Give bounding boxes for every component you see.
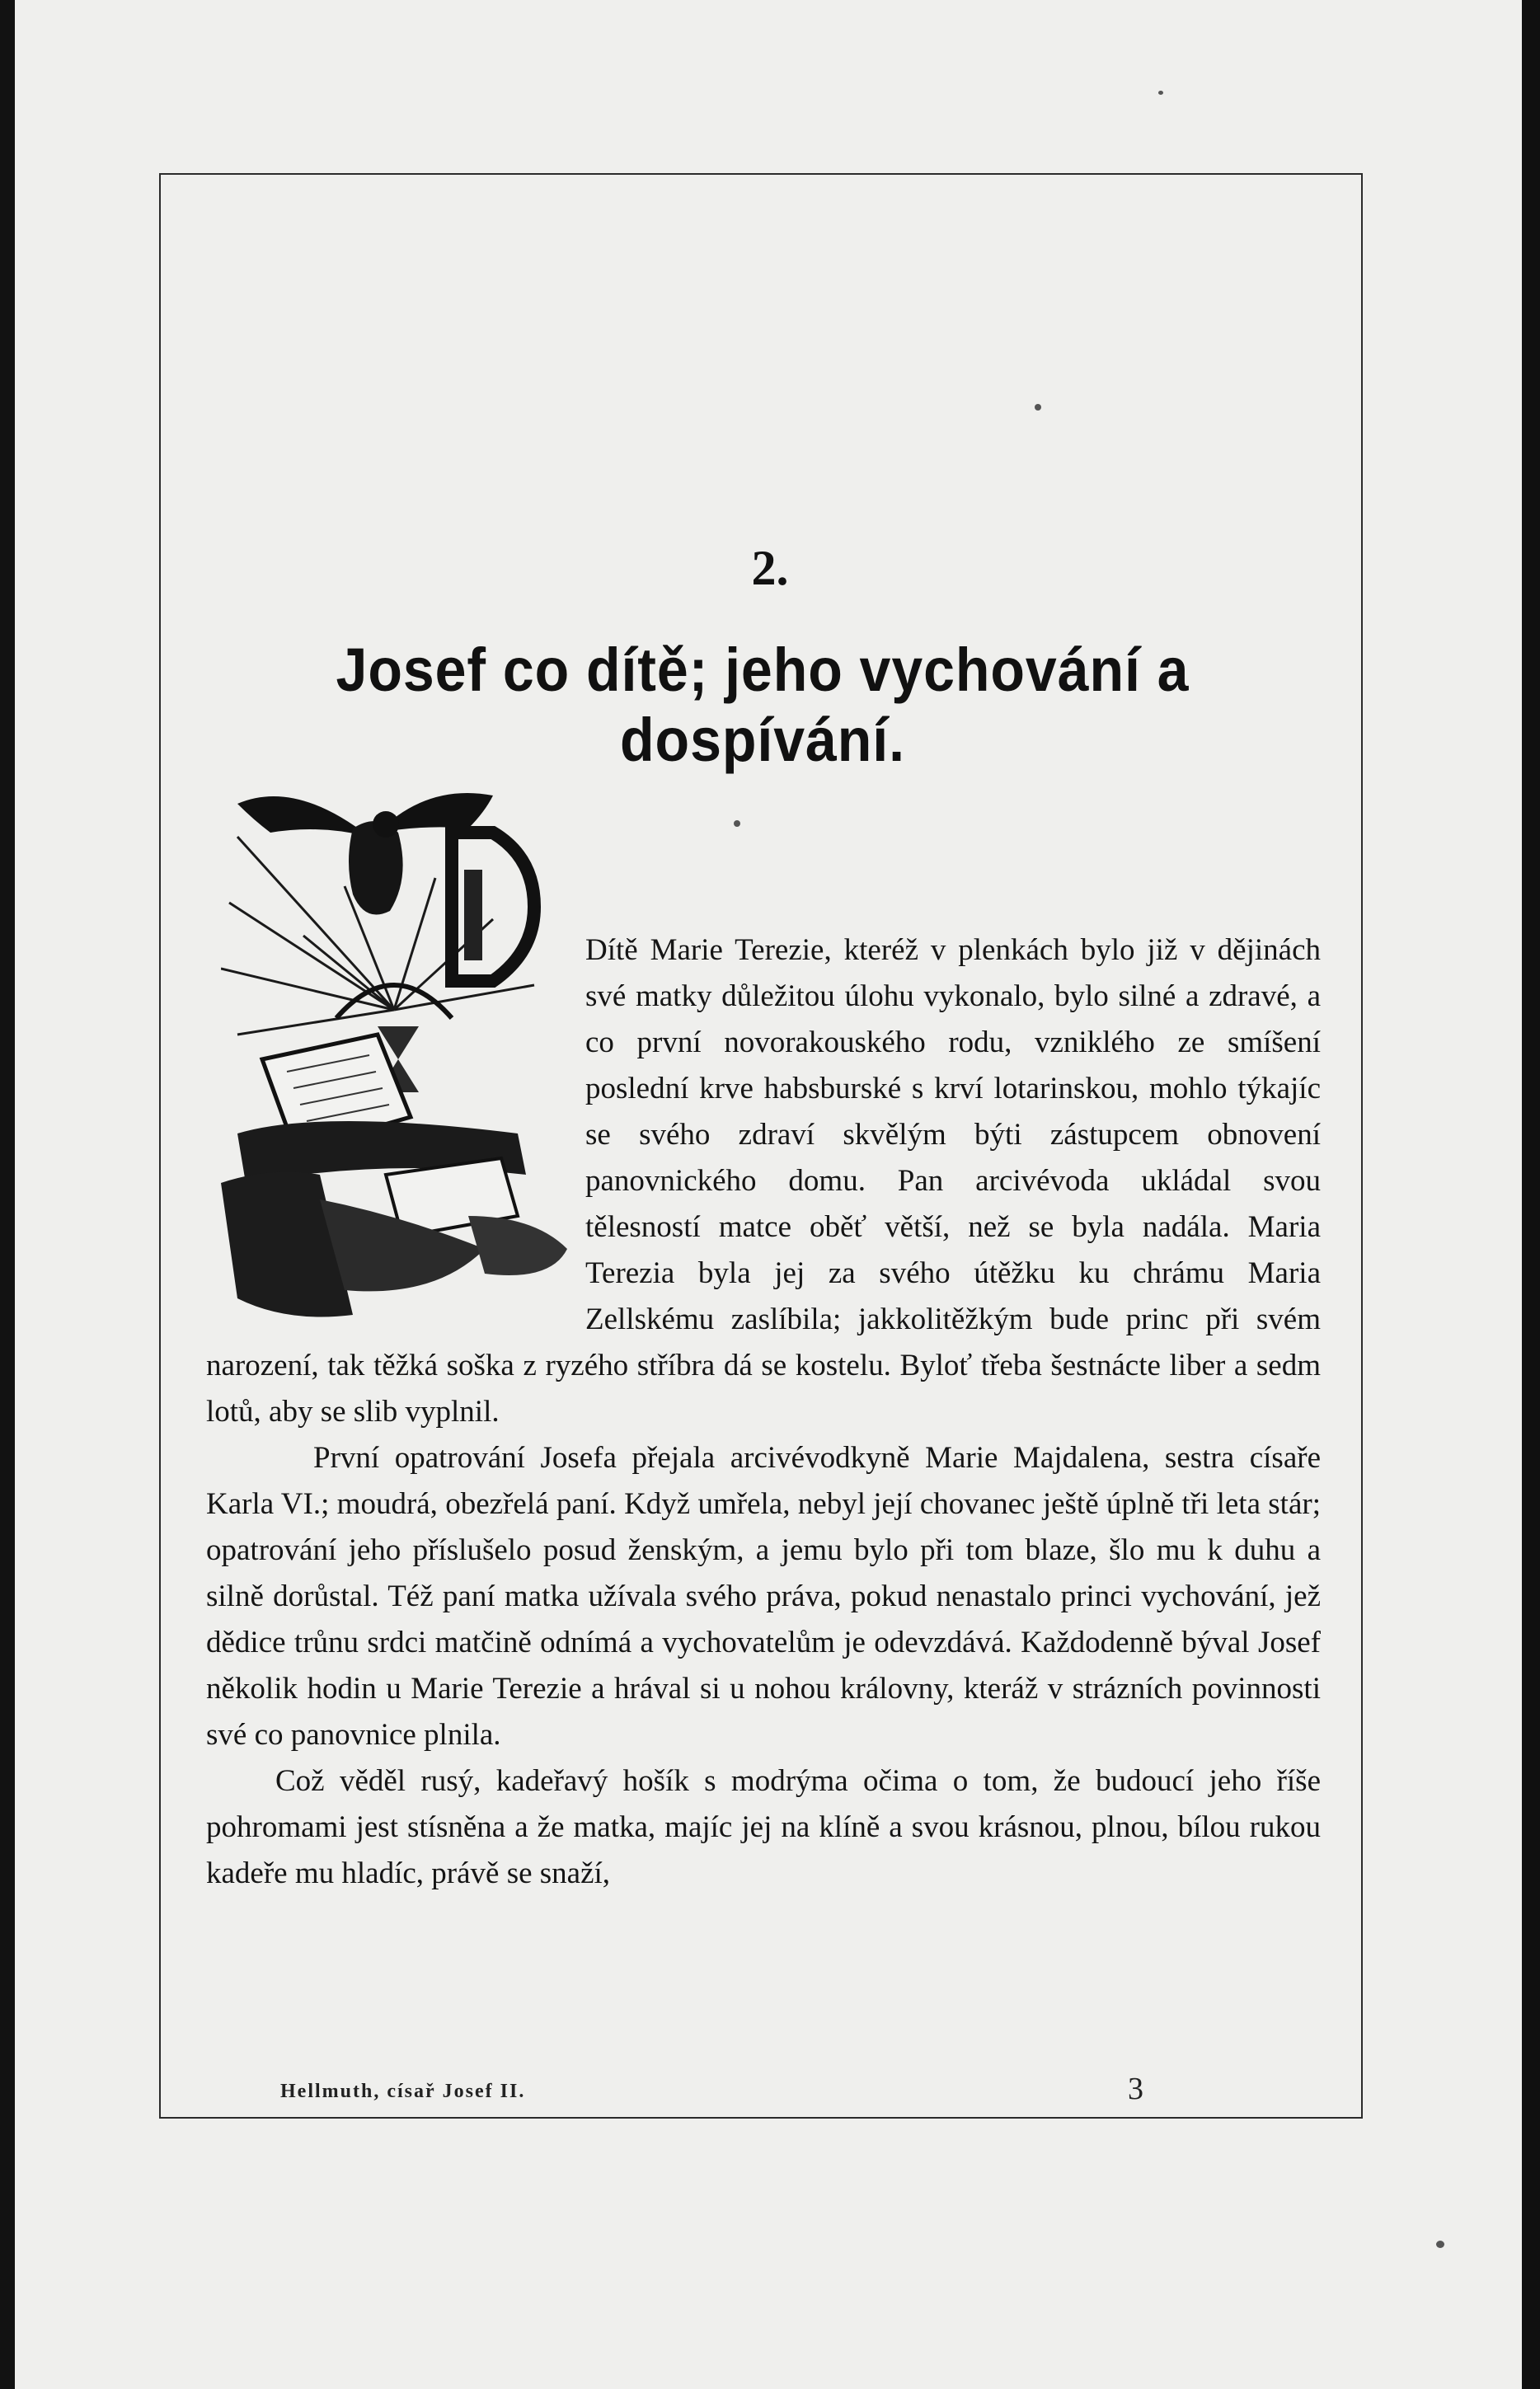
scan-edge-left bbox=[0, 0, 15, 2389]
scan-speck bbox=[1158, 91, 1163, 95]
vignette-wrap-space bbox=[206, 927, 585, 1315]
paragraph-1: Dítě Marie Terezie, kteréž v plenkách bylo již v dějinách své matky důležitou úlohu vykonalo, bylo silné a zdravé, a co první novorakouského rodu, vzniklého ze smíšení poslední krve habsburské s krví lotarinskou, mohlo týkajíc se svého zdraví skvělým býti zástupcem obnovení panovnického domu. Pan arcivévoda ukládal svou tělesností matce oběť větší, než se byla nadála. Maria Terezia byla jej za svého útěžku ku chrámu Maria Zellskému zaslíbila; jakkolitěžkým bude princ při svém narození, tak těžká soška z ryzého stříbra dá se kostelu. Byloť třeba šestnácte liber a sedm lotů, aby se slib vyplnil. bbox=[206, 933, 1321, 1429]
chapter-title: Josef co dítě; jeho vychování a dospívání. bbox=[336, 636, 1190, 774]
paragraph-3: Což věděl rusý, kadeřavý hošík s modrýma očima o tom, že budoucí jeho říše pohromami jest stísněna a že matka, majíc jej na klíně a svou krásnou, plnou, bílou rukou kadeře mu hladíc, právě se snaží, bbox=[206, 1764, 1321, 1890]
running-footer-title: Hellmuth, císař Josef II. bbox=[280, 2081, 526, 2102]
scan-speck bbox=[1035, 404, 1041, 411]
body-text bbox=[206, 927, 1321, 1897]
paragraph-2: První opatrování Josefa přejala arcivévodkyně Marie Majdalena, sestra císaře Karla VI.; moudrá, obezřelá paní. Když umřela, nebyl její chovanec ještě úplně tři leta stár; opatrování jeho příslušelo posud ženským, a jemu bylo při tom blaze, šlo mu k duhu a silně dorůstal. Též paní matka užívala svého práva, pokud nenastalo princi vychování, jež dědice trůnu srdci matčině odnímá a vychovatelům je odevzdává. Každodenně býval Josef několik hodin u Marie Terezie a hrával si u nohou královny, kteráž v strázních povinnosti své co panovnice plnila. bbox=[206, 1441, 1321, 1752]
scan-speck bbox=[734, 820, 740, 827]
scan-speck bbox=[1436, 2241, 1444, 2248]
chapter-number: 2. bbox=[751, 541, 789, 595]
signature-mark: 3 bbox=[1128, 2072, 1143, 2106]
scan-edge-right bbox=[1522, 0, 1540, 2389]
